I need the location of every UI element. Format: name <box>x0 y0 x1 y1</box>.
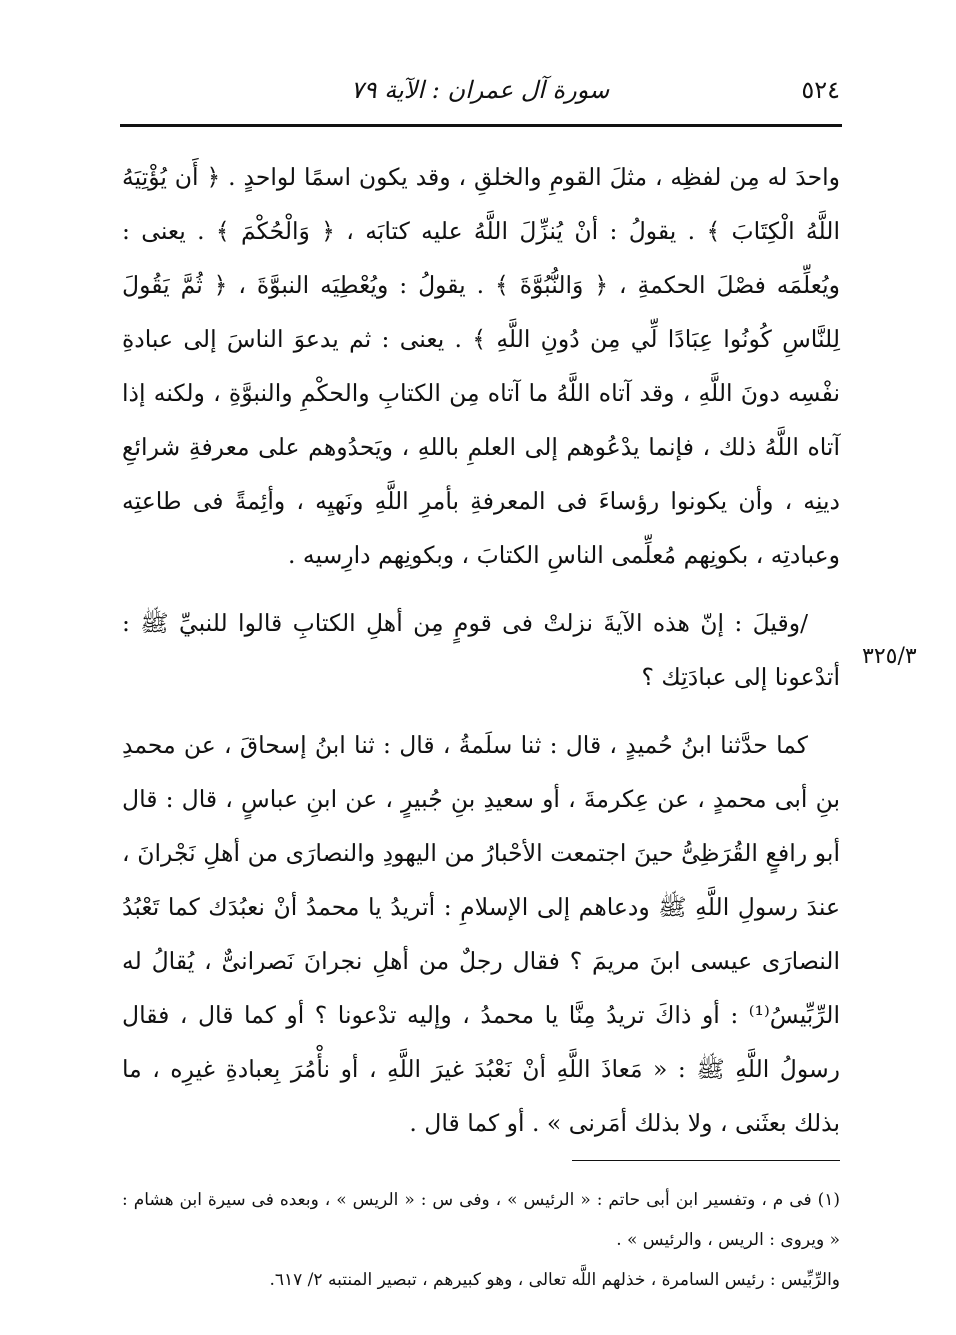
paragraph-2: /وقيلَ : إنّ هذه الآيةَ نزلتْ فى قومٍ مِن أهلِ الكتابِ قالوا للنبيِّ ﷺ : أتدْعونا إلى عبادَتِك ؟ <box>122 609 840 691</box>
paragraph-1: واحدَ له مِن لفظِه ، مثلَ القومِ والخلقِ ، وقد يكون اسمًا لواحدٍ . ﴿ أَن يُؤْتِيَهُ اللَّهُ الْكِتَابَ ﴾ . يقولُ : أنْ يُنزِّلَ اللَّهُ عليه كتابَه ، ﴿ وَالْحُكْمَ ﴾ . يعنى : ويُعلِّمَه فصْلَ الحكمةِ ، ﴿ وَالنُّبُوَّةَ ﴾ . يقولُ : ويُعْطِيَه النبوَّةَ ، ﴿ ثُمَّ يَقُولَ لِلنَّاسِ كُونُوا عِبَادًا لِّي مِن دُونِ اللَّهِ ﴾ . يعنى : ثم يدعوَ الناسَ إلى عبادةِ نفْسِه دونَ اللَّهِ ، وقد آتاه اللَّهُ ما آتاه مِن الكتابِ والحكْمِ والنبوَّةِ ، ولكنه إذا آتاه اللَّهُ ذلك ، فإنما يدْعُوهم إلى العلمِ باللهِ ، ويَحدُوهم على معرفةِ شرائعِ دينِه ، وأن يكونوا رؤساءَ فى المعرفةِ بأمرِ اللَّهِ ونَهيِه ، وأئِمةً فى طاعتِه وعبادتِه ، بكونِهم مُعلِّمى الناسِ الكتابَ ، وبكونِهم دارِسيه . <box>122 163 840 569</box>
footnote-1: (١) فى م ، وتفسير ابن أبى حاتم : « الرئيس » ، وفى س : « الريس » ، وبعده فى سيرة ابن هشام : « ويروى : الريس ، والرئيس » . <box>122 1190 840 1250</box>
page-number: ٥٢٤ <box>801 76 840 104</box>
footnote-rule <box>572 1160 840 1161</box>
paragraph-3: كما حدَّثنا ابنُ حُميدٍ ، قال : ثنا سلَمةُ ، قال : ثنا ابنُ إسحاقَ ، عن محمدِ بنِ أبى محمدٍ ، عن عِكرمةَ ، أو سعيدِ بنِ جُبيرٍ ، عن ابنِ عباسٍ ، قال : قال أبو رافعٍ القُرَظِىُّ حينَ اجتمعت الأحْبارُ من اليهودِ والنصارَى من أهلِ نَجْرانَ ، عندَ رسولِ اللَّهِ ﷺ ودعاهم إلى الإسلامِ : أتريدُ يا محمدُ أنْ نعبُدَك كما تَعْبُدُ النصارَى عيسى ابنَ مريمَ ؟ فقال رجلٌ من أهلِ نجرانَ نَصرانىٌّ ، يُقالُ له الرِّبِّيسُ⁽¹⁾ : أو ذاكَ تريدُ مِنَّا يا محمدُ ، وإليه تدْعونا ؟ أو كما قال ، فقال رسولُ اللَّهِ ﷺ : « مَعاذَ اللَّهِ أنْ نَعْبُدَ غيرَ اللَّهِ ، أو نأْمُرَ بِعبادةِ غيرِه ، ما بذلك بعثَنى ، ولا بذلك أمَرنى » . أو كما قال . <box>122 731 840 1137</box>
running-head: سورة آل عمران : الآية ٧٩ <box>350 76 610 104</box>
page-header <box>120 72 840 112</box>
footnote-2: والرِّبِّيس : رئيس السامرة ، خذلهم اللَّه تعالى ، وهو كبيرهم ، تبصير المنتبه ٢/ ٦١٧. <box>269 1270 840 1290</box>
footnotes <box>122 1180 840 1300</box>
margin-reference: ٣٢٥/٣ <box>862 644 917 669</box>
header-rule <box>120 124 842 127</box>
main-text <box>122 150 840 1164</box>
